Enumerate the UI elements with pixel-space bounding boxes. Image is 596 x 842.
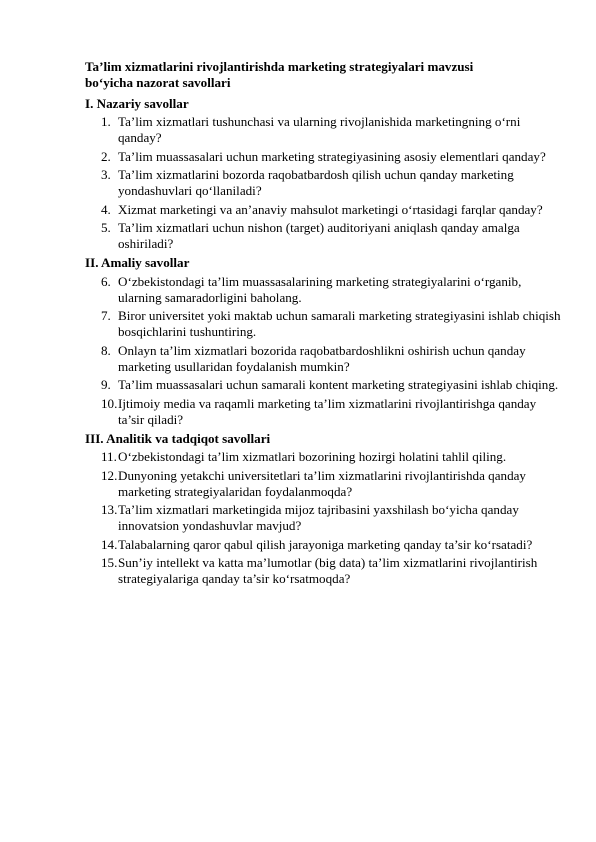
question-item: [85, 449, 565, 465]
question-text: Ta’lim muassasalari uchun samarali kontent marketing strategiyasini ishlab chiqing.: [118, 377, 559, 393]
question-item: [85, 537, 565, 553]
question-number: 5.: [101, 220, 111, 236]
question-number: 6.: [101, 273, 111, 289]
question-number: 2.: [101, 148, 111, 164]
question-number: 3.: [101, 167, 111, 183]
question-item: [85, 202, 565, 218]
question-number: 14.: [101, 536, 118, 552]
question-item: [85, 468, 565, 500]
question-item: [85, 343, 565, 375]
question-list: [85, 274, 565, 428]
question-item: [85, 220, 565, 252]
question-text: Onlayn ta’lim xizmatlari bozorida raqobatbardoshlikni oshirish uchun qanday marketing usullaridan foydalanish mumkin?: [118, 342, 526, 374]
section-heading: I. Nazariy savollar: [85, 95, 189, 111]
section-analytical: [85, 431, 565, 588]
section-theoretical: [85, 96, 565, 253]
question-text: Ta’lim muassasalari uchun marketing strategiyasining asosiy elementlari qanday?: [118, 148, 546, 164]
question-item: [85, 149, 565, 165]
question-list: [85, 449, 565, 587]
question-number: 10.: [101, 395, 118, 411]
question-item: [85, 396, 565, 428]
question-number: 8.: [101, 342, 111, 358]
question-text: Talabalarning qaror qabul qilish jarayoniga marketing qanday ta’sir ko‘rsatadi?: [118, 536, 533, 552]
question-number: 7.: [101, 308, 111, 324]
section-heading: III. Analitik va tadqiqot savollari: [85, 430, 271, 446]
question-text: Ta’lim xizmatlarini bozorda raqobatbardosh qilish uchun qanday marketing yondashuvlari qo‘llaniladi?: [118, 167, 514, 199]
question-list: [85, 114, 565, 252]
question-text: Biror universitet yoki maktab uchun samarali marketing strategiyasini ishlab chiqish bosqichlarini tushuntiring.: [118, 308, 561, 340]
question-number: 9.: [101, 377, 111, 393]
question-text: Ta’lim xizmatlari tushunchasi va ularning rivojlanishida marketingning o‘rni qanday?: [118, 114, 521, 146]
question-number: 4.: [101, 201, 111, 217]
question-text: Ijtimoiy media va raqamli marketing ta’lim xizmatlarini rivojlantirishga qanday ta’sir qiladi?: [118, 395, 537, 427]
question-text: Sun’iy intellekt va katta ma’lumotlar (big data) ta’lim xizmatlarini rivojlantirish strategiyalariga qanday ta’sir ko‘rsatmoqda?: [118, 555, 538, 587]
question-item: [85, 377, 565, 393]
question-item: [85, 308, 565, 340]
question-text: Ta’lim xizmatlari marketingida mijoz tajribasini yaxshilash bo‘yicha qanday innovatsion yondashuvlar mavjud?: [118, 502, 519, 534]
section-heading: II. Amaliy savollar: [85, 255, 190, 271]
question-number: 13.: [101, 502, 118, 518]
question-item: [85, 114, 565, 146]
question-number: 1.: [101, 114, 111, 130]
question-number: 15.: [101, 555, 118, 571]
document-body: [85, 59, 565, 590]
question-item: [85, 555, 565, 587]
question-text: Dunyoning yetakchi universitetlari ta’lim xizmatlarini rivojlantirishda qanday marketing strategiyalaridan foydalanmoqda?: [118, 467, 526, 499]
question-item: [85, 167, 565, 199]
question-item: [85, 274, 565, 306]
question-text: Xizmat marketingi va an’anaviy mahsulot marketingi o‘rtasidagi farqlar qanday?: [118, 201, 543, 217]
question-text: Ta’lim xizmatlari uchun nishon (target) auditoriyani aniqlash qanday amalga oshiriladi?: [118, 220, 520, 252]
question-item: [85, 502, 565, 534]
question-text: O‘zbekistondagi ta’lim xizmatlari bozorining hozirgi holatini tahlil qiling.: [118, 449, 507, 465]
question-text: O‘zbekistondagi ta’lim muassasalarining marketing strategiyalarini o‘rganib, ularning samaradorligini baholang.: [118, 273, 522, 305]
question-number: 11.: [101, 449, 117, 465]
section-practical: [85, 255, 565, 428]
document-title: Ta’lim xizmatlarini rivojlantirishda marketing strategiyalari mavzusi bo‘yicha nazorat savollari: [85, 59, 474, 91]
question-number: 12.: [101, 467, 118, 483]
